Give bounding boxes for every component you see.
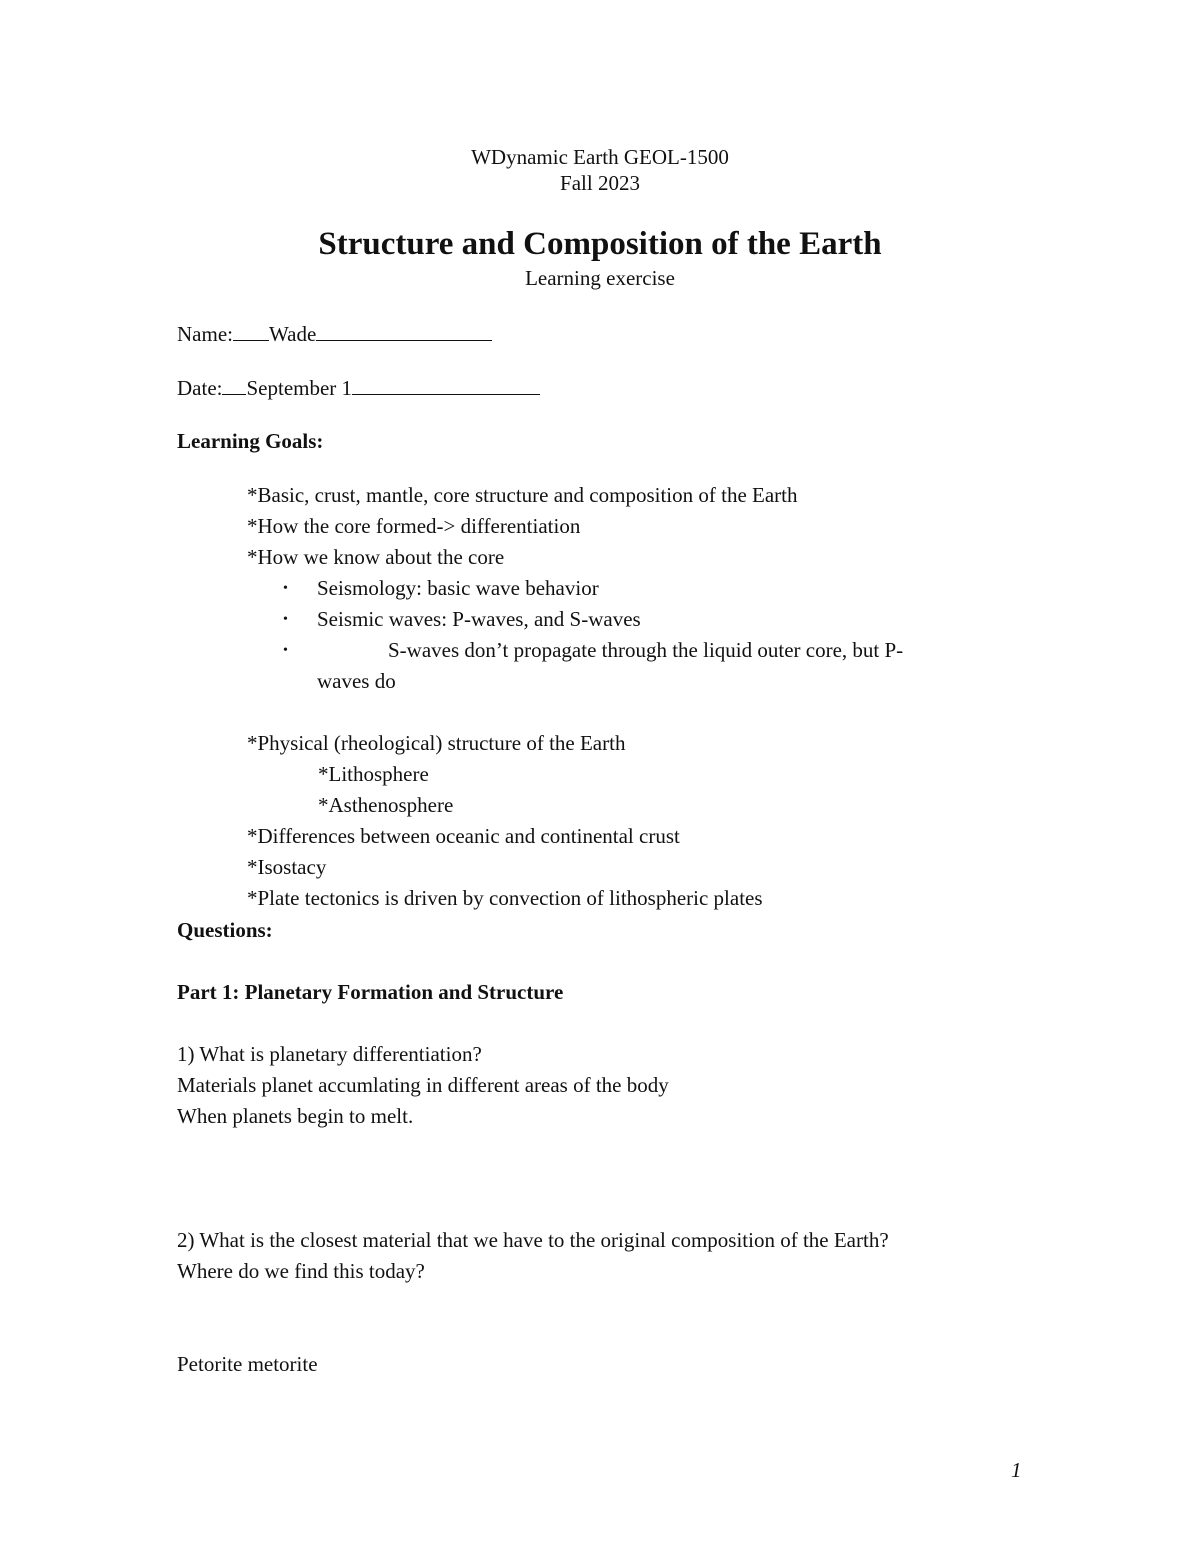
part1-heading: Part 1: Planetary Formation and Structure [177,980,564,1004]
name-field [177,322,492,345]
date-underline-left [222,376,246,395]
question-2-line: 2) What is the closest material that we have to the original composition of the Earth? [177,1228,889,1252]
document-title: Structure and Composition of the Earth [318,226,882,262]
bullet-item-continuation: waves do [317,669,396,693]
goal-item: *How we know about the core [247,545,505,569]
goal-item: *How the core formed-> differentiation [247,514,581,538]
bullet-marker: • [283,643,288,658]
term-header: Fall 2023 [560,171,640,195]
name-value: Wade [268,322,317,346]
question-2-line: Where do we find this today? [177,1259,425,1283]
answer-1-line: When planets begin to melt. [177,1104,414,1128]
bullet-marker: • [283,612,288,627]
goal-item: *Basic, crust, mantle, core structure and composition of the Earth [247,483,798,507]
goal-subitem: *Lithosphere [318,762,429,786]
bullet-item: Seismic waves: P-waves, and S-waves [317,607,641,631]
goal-item: *Differences between oceanic and continental crust [247,824,680,848]
date-field [177,376,540,399]
learning-goals-heading: Learning Goals: [177,429,324,453]
date-underline-right [352,376,540,395]
bullet-item: Seismology: basic wave behavior [317,576,599,600]
answer-1-line: Materials planet accumlating in different areas of the body [177,1073,669,1097]
bullet-marker: • [283,581,288,596]
answer-2: Petorite metorite [177,1352,318,1376]
goal-item: *Physical (rheological) structure of the Earth [247,731,626,755]
date-value: September 1 [246,376,353,400]
question-1: 1) What is planetary differentiation? [177,1042,482,1066]
goal-item: *Isostacy [247,855,327,879]
questions-heading: Questions: [177,918,273,942]
bullet-item: S-waves don’t propagate through the liquid outer core, but P- [388,638,904,662]
goal-item: *Plate tectonics is driven by convection of lithospheric plates [247,886,763,910]
name-underline-left [233,322,269,341]
document-subtitle: Learning exercise [525,266,675,290]
goal-subitem: *Asthenosphere [318,793,454,817]
date-label: Date: [177,376,223,400]
name-underline-right [316,322,492,341]
page-number: 1 [1011,1458,1022,1482]
course-header: WDynamic Earth GEOL-1500 [471,145,729,169]
name-label: Name: [177,322,233,346]
